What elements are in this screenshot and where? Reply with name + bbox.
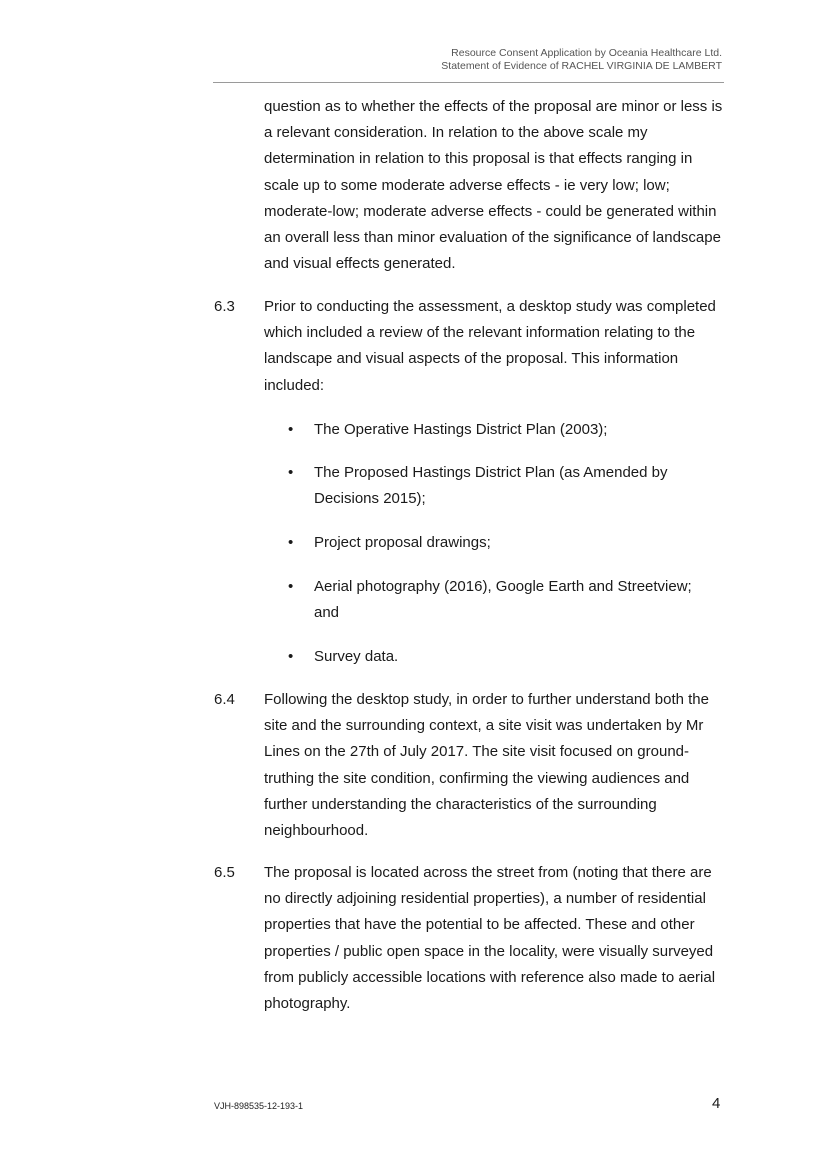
section-number-6-5: 6.5 bbox=[214, 864, 235, 881]
header-divider bbox=[213, 82, 724, 83]
bullet-icon: • bbox=[288, 464, 294, 481]
bullet-item-drawings: Project proposal drawings; bbox=[314, 534, 491, 551]
section-text-6-4: Following the desktop study, in order to further understand both the site and the surrounding context, a site visit was undertaken by Mr Lines on the 27th of July 2017. The site visit focused on ground-truthing the site condition, confirming the viewing audiences and further understanding the characteristics of the surrounding neighbourhood. bbox=[264, 691, 709, 840]
page-number: 4 bbox=[712, 1095, 721, 1112]
bullet-icon: • bbox=[288, 648, 294, 665]
section-text-6-5: The proposal is located across the street from (noting that there are no directly adjoining residential properties), a number of residential properties that have the potential to be affected. These and other properties / public open space in the locality, were visually surveyed from publicly accessible locations with reference also made to aerial photography. bbox=[264, 864, 716, 1013]
continuation-paragraph: question as to whether the effects of the proposal are minor or less is a relevant consideration. In relation to the above scale my determination in relation to this proposal is that effects ranging in scale up to some moderate adverse effects - ie very low; low; moderate-low; moderate adverse effects - could be generated within an overall less than minor evaluation of the significance of landscape and visual effects generated. bbox=[264, 98, 723, 273]
bullet-icon: • bbox=[288, 578, 294, 595]
header-line-2: Statement of Evidence of RACHEL VIRGINIA DE LAMBERT bbox=[441, 60, 722, 72]
section-number-6-4: 6.4 bbox=[214, 691, 235, 708]
bullet-icon: • bbox=[288, 534, 294, 551]
bullet-item-operative-plan: The Operative Hastings District Plan (2003); bbox=[314, 421, 608, 438]
section-number-6-3: 6.3 bbox=[214, 298, 235, 315]
document-reference: VJH-898535-12-193-1 bbox=[214, 1101, 304, 1111]
bullet-item-survey-data: Survey data. bbox=[314, 648, 399, 665]
bullet-item-aerial-photography: Aerial photography (2016), Google Earth and Streetview; and bbox=[314, 578, 692, 622]
bullet-icon: • bbox=[288, 421, 294, 438]
bullet-item-proposed-plan: The Proposed Hastings District Plan (as Amended by Decisions 2015); bbox=[314, 464, 668, 508]
header-line-1: Resource Consent Application by Oceania Healthcare Ltd. bbox=[451, 47, 722, 59]
section-text-6-3: Prior to conducting the assessment, a desktop study was completed which included a review of the relevant information relating to the landscape and visual aspects of the proposal. This information included: bbox=[264, 298, 716, 394]
page-header bbox=[441, 47, 722, 73]
